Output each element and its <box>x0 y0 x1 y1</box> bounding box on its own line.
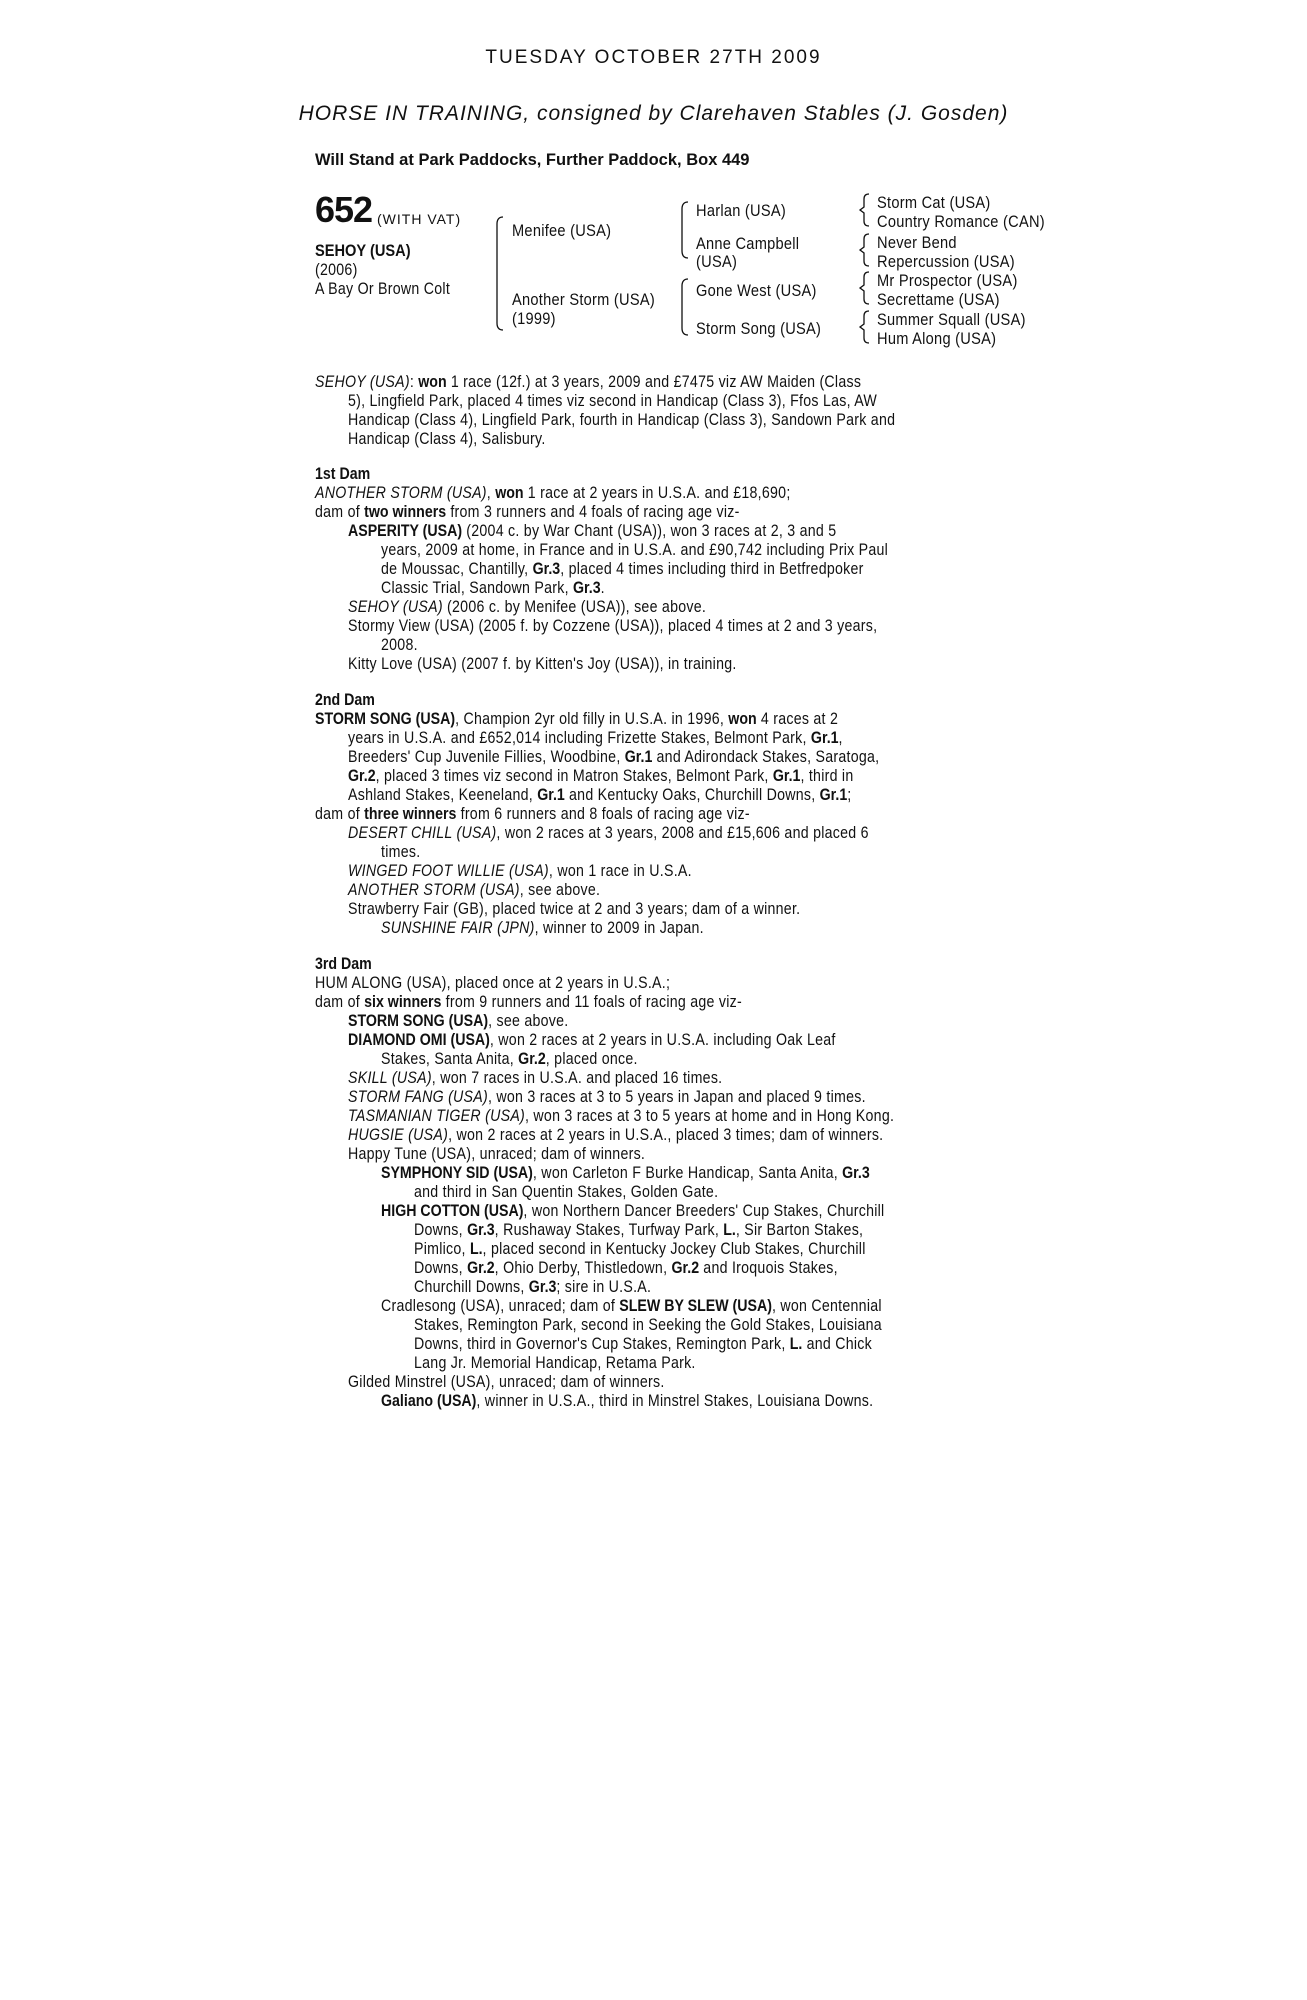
text-line <box>348 1069 722 1088</box>
pedigree-bracket-main <box>495 216 505 331</box>
text-run: , winner in U.S.A., third in Minstrel Stakes, Louisiana Downs. <box>476 1392 874 1410</box>
pedigree-bracket-g1 <box>859 193 871 228</box>
text-run: de Moussac, Chantilly, <box>381 560 533 578</box>
text-line <box>381 541 888 560</box>
pedigree-g1: Storm Cat (USA) <box>877 193 991 212</box>
text-run: and third in San Quentin Stakes, Golden Gate. <box>414 1183 719 1201</box>
text-line <box>315 993 742 1012</box>
pedigree-g8: Hum Along (USA) <box>877 329 997 348</box>
text-line <box>315 955 372 974</box>
text-line <box>381 560 864 579</box>
italic-run: SEHOY (USA) <box>315 373 410 391</box>
text-run: (2004 c. by War Chant (USA)), won 3 races at 2, 3 and 5 <box>462 522 837 540</box>
pedigree-bracket-dam <box>680 278 690 336</box>
bold-run: 1st Dam <box>315 465 371 483</box>
text-run: Handicap (Class 4), Lingfield Park, fourth in Handicap (Class 3), Sandown Park and <box>348 411 896 429</box>
text-line <box>315 691 375 710</box>
text-run: Happy Tune (USA), unraced; dam of winners. <box>348 1145 646 1163</box>
text-run: years, 2009 at home, in France and in U.S.A. and £90,742 including Prix Paul <box>381 541 889 559</box>
text-run: , placed 4 times including third in Betfredpoker <box>560 560 864 578</box>
text-line <box>348 748 879 767</box>
text-run: , Ohio Derby, Thistledown, <box>494 1259 672 1277</box>
pedigree-bracket-g4 <box>859 310 871 345</box>
text-run: , won 7 races in U.S.A. and placed 16 times. <box>431 1069 723 1087</box>
text-run: Pimlico, <box>414 1240 470 1258</box>
text-run: . <box>600 579 605 597</box>
text-run: , won 3 races at 3 to 5 years in Japan and placed 9 times. <box>487 1088 866 1106</box>
vat-note: (WITH VAT) <box>377 211 462 227</box>
text-run: from 3 runners and 4 foals of racing age viz- <box>446 503 740 521</box>
text-run: dam of <box>315 805 365 823</box>
pedigree-g3: Never Bend <box>877 233 957 252</box>
text-run: Handicap (Class 4), Salisbury. <box>348 430 546 448</box>
text-run: Ashland Stakes, Keeneland, <box>348 786 538 804</box>
text-run: , won 2 races at 3 years, 2008 and £15,606 and placed 6 <box>496 824 869 842</box>
text-line <box>348 1107 894 1126</box>
bold-run: Gr.2 <box>518 1050 546 1068</box>
text-run: 2008. <box>381 636 418 654</box>
text-line <box>381 919 704 938</box>
text-run: times. <box>381 843 421 861</box>
stand-location: Will Stand at Park Paddocks, Further Paddock, Box 449 <box>315 151 750 169</box>
text-run: Cradlesong (USA), unraced; dam of <box>381 1297 620 1315</box>
text-line <box>348 617 877 636</box>
text-run: and Adirondack Stakes, Saratoga, <box>652 748 880 766</box>
text-line <box>348 729 843 748</box>
text-line <box>348 655 737 674</box>
pedigree-bracket-g2 <box>859 233 871 268</box>
text-run: , Sir Barton Stakes, <box>735 1221 864 1239</box>
text-line <box>348 411 895 430</box>
text-run: 1 race (12f.) at 3 years, 2009 and £7475 viz AW Maiden (Class <box>446 373 862 391</box>
bold-run: won <box>728 710 757 728</box>
text-line <box>348 1373 665 1392</box>
italic-run: ANOTHER STORM (USA) <box>315 484 487 502</box>
consignment-line: HORSE IN TRAINING, consigned by Clarehaven Stables (J. Gosden) <box>298 102 1009 125</box>
text-line <box>348 1088 866 1107</box>
text-line <box>381 1297 882 1316</box>
bold-run: Gr.3 <box>467 1221 495 1239</box>
italic-run: WINGED FOOT WILLIE (USA) <box>348 862 549 880</box>
text-run: : <box>409 373 419 391</box>
text-line <box>348 862 692 881</box>
text-run: Kitty Love (USA) (2007 f. by Kitten's Joy (USA)), in training. <box>348 655 737 673</box>
text-line <box>315 974 670 993</box>
bold-run: won <box>495 484 524 502</box>
text-run: and Kentucky Oaks, Churchill Downs, <box>564 786 820 804</box>
bold-run: STORM SONG (USA) <box>348 1012 489 1030</box>
text-run: , Champion 2yr old filly in U.S.A. in 1996, <box>455 710 729 728</box>
text-line <box>348 392 877 411</box>
bold-run: Gr.2 <box>467 1259 495 1277</box>
pedigree-sire-dam: Anne Campbell <box>696 234 800 253</box>
text-run: from 6 runners and 8 foals of racing age viz- <box>456 805 750 823</box>
text-run: and Chick <box>802 1335 873 1353</box>
text-run: , see above. <box>488 1012 569 1030</box>
text-run: , winner to 2009 in Japan. <box>534 919 704 937</box>
italic-run: STORM FANG (USA) <box>348 1088 488 1106</box>
italic-run: SUNSHINE FAIR (JPN) <box>381 919 535 937</box>
bold-run: Gr.2 <box>348 767 376 785</box>
text-run: Downs, <box>414 1259 468 1277</box>
bold-run: SYMPHONY SID (USA) <box>381 1164 533 1182</box>
text-run: , placed 3 times viz second in Matron Stakes, Belmont Park, <box>375 767 773 785</box>
bold-run: Gr.3 <box>528 1278 557 1296</box>
text-line <box>414 1221 863 1240</box>
text-line <box>381 1050 638 1069</box>
bold-run: L. <box>789 1335 803 1353</box>
text-run: , won Northern Dancer Breeders' Cup Stakes, Churchill <box>523 1202 885 1220</box>
text-run: ; sire in U.S.A. <box>556 1278 652 1296</box>
text-run: 4 races at 2 <box>756 710 839 728</box>
italic-run: HUGSIE (USA) <box>348 1126 449 1144</box>
bold-run: STORM SONG (USA) <box>315 710 456 728</box>
text-line <box>348 1145 645 1164</box>
text-line <box>348 430 546 449</box>
text-run: from 9 runners and 11 foals of racing age viz- <box>441 993 742 1011</box>
pedigree-g2: Country Romance (CAN) <box>877 212 1045 231</box>
pedigree-g4: Repercussion (USA) <box>877 252 1015 271</box>
pedigree-g6: Secrettame (USA) <box>877 290 1000 309</box>
text-line <box>414 1316 882 1335</box>
bold-run: 3rd Dam <box>315 955 372 973</box>
italic-run: TASMANIAN TIGER (USA) <box>348 1107 526 1125</box>
bold-run: two winners <box>364 503 447 521</box>
text-run: , <box>486 484 496 502</box>
pedigree-dam: Another Storm (USA) <box>512 290 656 309</box>
text-line <box>348 786 851 805</box>
text-line <box>348 767 854 786</box>
bold-run: Gr.1 <box>819 786 848 804</box>
pedigree-sire-sire: Harlan (USA) <box>696 201 787 220</box>
text-run: Breeders' Cup Juvenile Fillies, Woodbine, <box>348 748 625 766</box>
text-line <box>381 636 418 655</box>
text-line <box>315 710 838 729</box>
text-run: , <box>838 729 843 747</box>
text-run: Downs, <box>414 1221 468 1239</box>
text-run: Strawberry Fair (GB), placed twice at 2 and 3 years; dam of a winner. <box>348 900 801 918</box>
text-run: HUM ALONG (USA), placed once at 2 years in U.S.A.; <box>315 974 671 992</box>
text-run: Stakes, Remington Park, second in Seeking the Gold Stakes, Louisiana <box>414 1316 882 1334</box>
bold-run: Gr.3 <box>532 560 561 578</box>
bold-run: six winners <box>364 993 442 1011</box>
text-line <box>315 805 750 824</box>
text-line <box>315 484 791 503</box>
text-line <box>381 579 605 598</box>
text-run: ; <box>847 786 852 804</box>
text-run: Stormy View (USA) (2005 f. by Cozzene (USA)), placed 4 times at 2 and 3 years, <box>348 617 878 635</box>
text-run: dam of <box>315 503 365 521</box>
text-run: (2006 c. by Menifee (USA)), see above. <box>442 598 707 616</box>
foaling-year: (2006) <box>315 261 358 279</box>
text-line <box>348 1012 568 1031</box>
text-run: Gilded Minstrel (USA), unraced; dam of winners. <box>348 1373 665 1391</box>
bold-run: Gr.2 <box>671 1259 700 1277</box>
text-run: , won Centennial <box>771 1297 882 1315</box>
bold-run: Gr.1 <box>624 748 653 766</box>
text-run: , see above. <box>519 881 601 899</box>
text-line <box>414 1183 718 1202</box>
bold-run: ASPERITY (USA) <box>348 522 463 540</box>
text-line <box>315 503 740 522</box>
text-line <box>348 881 600 900</box>
text-run: Lang Jr. Memorial Handicap, Retama Park. <box>414 1354 696 1372</box>
text-line <box>348 522 836 541</box>
text-line <box>381 1392 873 1411</box>
text-run: , placed second in Kentucky Jockey Club Stakes, Churchill <box>482 1240 866 1258</box>
text-run: , third in <box>800 767 854 785</box>
text-line <box>414 1278 651 1297</box>
pedigree-dam-sire: Gone West (USA) <box>696 281 817 300</box>
text-run: Classic Trial, Sandown Park, <box>381 579 574 597</box>
bold-run: SLEW BY SLEW (USA) <box>619 1297 772 1315</box>
text-line <box>348 1126 883 1145</box>
text-line <box>414 1354 696 1373</box>
text-run: , won 3 races at 3 to 5 years at home and in Hong Kong. <box>525 1107 895 1125</box>
text-run: 5), Lingfield Park, placed 4 times viz second in Handicap (Class 3), Ffos Las, AW <box>348 392 878 410</box>
text-line <box>381 1202 884 1221</box>
italic-run: ANOTHER STORM (USA) <box>348 881 520 899</box>
italic-run: DESERT CHILL (USA) <box>348 824 497 842</box>
bold-run: L. <box>723 1221 736 1239</box>
text-line <box>315 465 370 484</box>
text-line <box>414 1259 838 1278</box>
text-run: dam of <box>315 993 365 1011</box>
text-run: , Rushaway Stakes, Turfway Park, <box>494 1221 724 1239</box>
bold-run: three winners <box>364 805 457 823</box>
bold-run: Gr.1 <box>772 767 801 785</box>
text-run: , won 2 races at 2 years in U.S.A. including Oak Leaf <box>489 1031 836 1049</box>
bold-run: L. <box>469 1240 483 1258</box>
text-line <box>381 843 420 862</box>
text-line <box>414 1240 866 1259</box>
text-line <box>381 1164 870 1183</box>
bold-run: Gr.3 <box>573 579 601 597</box>
text-run: and Iroquois Stakes, <box>699 1259 838 1277</box>
pedigree-sire-dam-country: (USA) <box>696 252 738 271</box>
bold-run: DIAMOND OMI (USA) <box>348 1031 490 1049</box>
text-line <box>348 900 800 919</box>
text-run: years in U.S.A. and £652,014 including Frizette Stakes, Belmont Park, <box>348 729 811 747</box>
pedigree-bracket-sire <box>680 201 690 259</box>
text-run: , placed once. <box>545 1050 638 1068</box>
bold-run: 2nd Dam <box>315 691 375 709</box>
pedigree-dam-dam: Storm Song (USA) <box>696 319 822 338</box>
text-run: Stakes, Santa Anita, <box>381 1050 519 1068</box>
horse-description: A Bay Or Brown Colt <box>315 280 451 298</box>
text-line <box>348 598 706 617</box>
text-run: , won 2 races at 2 years in U.S.A., placed 3 times; dam of winners. <box>448 1126 884 1144</box>
pedigree-sire: Menifee (USA) <box>512 221 612 240</box>
pedigree-g7: Summer Squall (USA) <box>877 310 1026 329</box>
bold-run: Gr.3 <box>842 1164 870 1182</box>
bold-run: Gr.1 <box>537 786 565 804</box>
bold-run: Gr.1 <box>810 729 839 747</box>
bold-run: Galiano (USA) <box>381 1392 477 1410</box>
horse-name: SEHOY (USA) <box>315 241 411 260</box>
bold-run: HIGH COTTON (USA) <box>381 1202 524 1220</box>
italic-run: SEHOY (USA) <box>348 598 443 616</box>
text-run: Downs, third in Governor's Cup Stakes, Remington Park, <box>414 1335 790 1353</box>
text-run: , won 1 race in U.S.A. <box>548 862 692 880</box>
italic-run: SKILL (USA) <box>348 1069 432 1087</box>
pedigree-g5: Mr Prospector (USA) <box>877 271 1018 290</box>
text-run: , won Carleton F Burke Handicap, Santa Anita, <box>532 1164 843 1182</box>
sale-date: TUESDAY OCTOBER 27TH 2009 <box>485 47 822 68</box>
text-line <box>414 1335 872 1354</box>
lot-number: 652 <box>315 189 373 230</box>
pedigree-bracket-g3 <box>859 271 871 306</box>
bold-run: won <box>418 373 447 391</box>
text-line <box>348 824 869 843</box>
text-run: Churchill Downs, <box>414 1278 529 1296</box>
text-line <box>315 373 861 392</box>
text-run: 1 race at 2 years in U.S.A. and £18,690; <box>523 484 791 502</box>
text-line <box>348 1031 836 1050</box>
pedigree-dam-year: (1999) <box>512 309 556 328</box>
